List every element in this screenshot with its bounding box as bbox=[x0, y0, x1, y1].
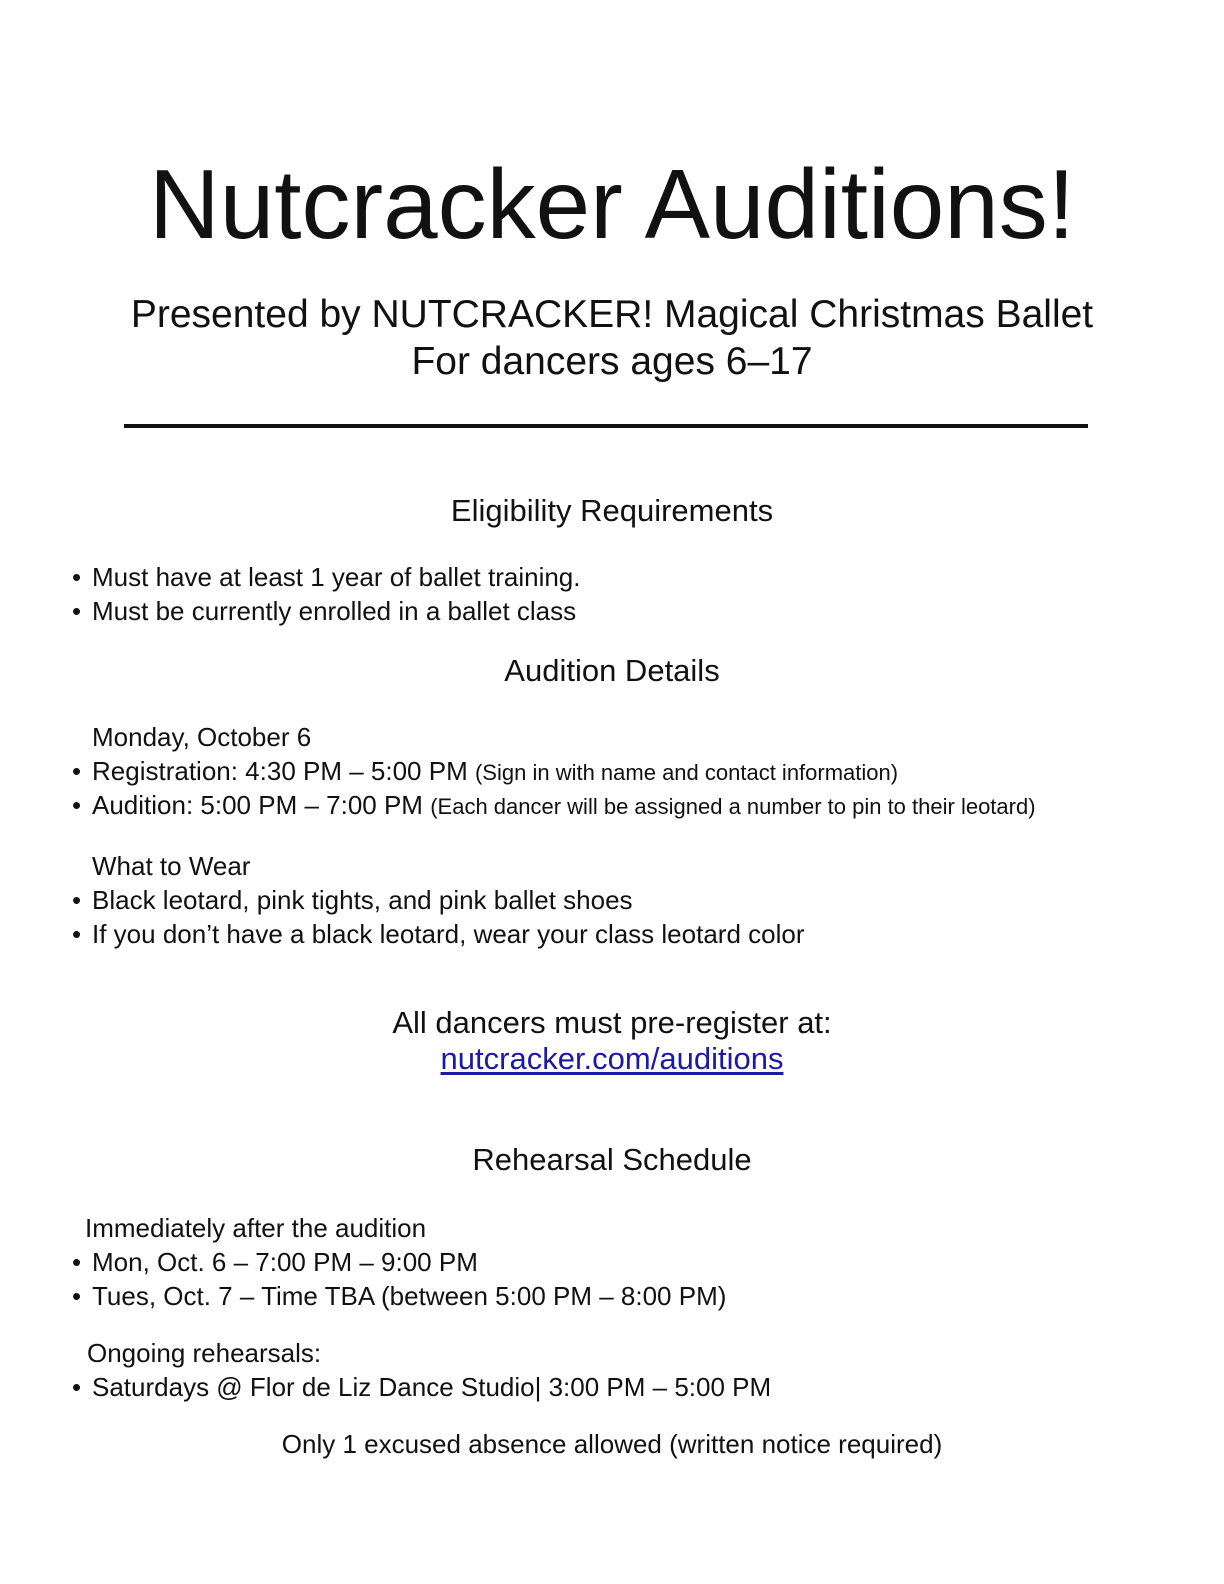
audition-item bbox=[72, 790, 1036, 821]
wear-item bbox=[72, 885, 633, 916]
rehearsal-item bbox=[72, 1281, 726, 1312]
audition-date: Monday, October 6 bbox=[92, 722, 312, 752]
bullet-icon: • bbox=[72, 1372, 82, 1402]
ongoing-label: Ongoing rehearsals: bbox=[87, 1338, 322, 1368]
audition-item-note: (Sign in with name and contact information) bbox=[474, 760, 899, 785]
preregister-link[interactable]: nutcracker.com/auditions bbox=[440, 1041, 784, 1076]
eligibility-heading: Eligibility Requirements bbox=[450, 493, 774, 528]
audition-item bbox=[72, 756, 898, 787]
audition-heading: Audition Details bbox=[504, 653, 720, 688]
header-divider bbox=[124, 424, 1088, 428]
bullet-icon: • bbox=[72, 1247, 82, 1277]
eligibility-item-text: Must have at least 1 year of ballet training. bbox=[92, 562, 581, 592]
absence-policy: Only 1 excused absence allowed (written notice required) bbox=[281, 1429, 943, 1459]
eligibility-item bbox=[72, 596, 576, 627]
audition-item-text: Audition: 5:00 PM – 7:00 PM bbox=[92, 790, 423, 820]
rehearsal-item-text: Tues, Oct. 7 – Time TBA (between 5:00 PM – 8:00 PM) bbox=[92, 1281, 727, 1311]
rehearsal-item-text: Mon, Oct. 6 – 7:00 PM – 9:00 PM bbox=[92, 1247, 478, 1277]
rehearsal-item bbox=[72, 1372, 771, 1403]
audition-item-text: Registration: 4:30 PM – 5:00 PM bbox=[92, 756, 468, 786]
wear-item-text: If you don’t have a black leotard, wear your class leotard color bbox=[92, 919, 805, 949]
rehearsal-item-text: Saturdays @ Flor de Liz Dance Studio| 3:00 PM – 5:00 PM bbox=[92, 1372, 772, 1402]
bullet-icon: • bbox=[72, 790, 82, 820]
immediate-label: Immediately after the audition bbox=[85, 1213, 427, 1243]
audition-item-note: (Each dancer will be assigned a number to pin to their leotard) bbox=[430, 794, 1036, 819]
wear-item-text: Black leotard, pink tights, and pink ballet shoes bbox=[92, 885, 633, 915]
rehearsal-item bbox=[72, 1247, 478, 1278]
bullet-icon: • bbox=[72, 1281, 82, 1311]
eligibility-item bbox=[72, 562, 581, 593]
bullet-icon: • bbox=[72, 885, 82, 915]
preregister-text: All dancers must pre-register at: bbox=[392, 1005, 832, 1040]
rehearsal-heading: Rehearsal Schedule bbox=[472, 1142, 752, 1177]
presenter-subtitle: Presented by NUTCRACKER! Magical Christmas Ballet bbox=[130, 293, 1094, 336]
bullet-icon: • bbox=[72, 562, 82, 592]
what-to-wear-label: What to Wear bbox=[92, 851, 251, 881]
wear-item bbox=[72, 919, 805, 950]
bullet-icon: • bbox=[72, 596, 82, 626]
bullet-icon: • bbox=[72, 919, 82, 949]
age-range: For dancers ages 6–17 bbox=[411, 340, 813, 383]
preregister-link-wrap bbox=[0, 1040, 1224, 1077]
eligibility-item-text: Must be currently enrolled in a ballet class bbox=[92, 596, 577, 626]
bullet-icon: • bbox=[72, 756, 82, 786]
page-title: Nutcracker Auditions! bbox=[149, 149, 1075, 259]
